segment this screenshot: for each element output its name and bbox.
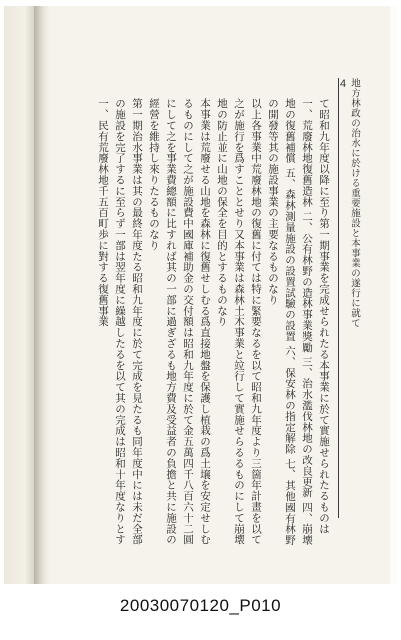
image-caption: 20030070120_P010: [119, 596, 282, 615]
running-header: 地方林政の治水に於ける重要施設と本事業の遂行に就て: [349, 78, 360, 328]
running-header-rule: [338, 78, 369, 518]
paragraph: て昭和九年度以降に至り第一期事業を完成せられたる本事業に於て實施せられたるものは一、荒廢林地復舊造林 二、公有林野の造林事業獎勵 三、治水濫伐林地の改良更新 四、崩壊地の復舊補償 五、森林測量施設の設置試驗の設置 六、保安林の指定解除 七、其他國有林野の開發等其の施設事業の主要なるものなり: [267, 98, 330, 546]
section-heading: 一、民有荒廢林地千五百町歩に對する復舊事業: [97, 98, 109, 327]
right-page: [50, 6, 390, 584]
paragraph: 以上各事業中荒廢林地の復舊に付ては特に緊要なるを以て昭和九年度より三箇年計畫を以て之が施行を爲すこととせり又本事業は森林土木事業と竝行して實施せらるるものにして崩壊地の防止並に山地の保全を目的とするものなり: [216, 98, 262, 545]
body-text: [64, 98, 332, 548]
paragraph: 本事業は荒廢せる山地を森林に復舊せしむる爲直接地盤を保護し植栽の爲土壌を安定せしむるものにして之が施設費中國庫補助金の交付額は昭和九年度に於て金五萬四千八百六十二圓にして之を事業費總額に比すれば其の一部に過ぎざるも地方費及受益者の負擔と共に施設の經營を維持し來りたるものなり: [148, 98, 211, 545]
left-page-edge: [4, 6, 34, 584]
book-gutter: [34, 6, 50, 584]
paragraph: 第一期治水事業は其の最終年度たる昭和九年度に於て完成を見たるも同年度中には未だ全部の施設を完了するに至らず一部は翌年度に繰越したるを以て其の完成は昭和十年度なりとす: [114, 98, 143, 545]
page-number: 4: [340, 78, 347, 90]
scanned-book-spread: [4, 6, 397, 584]
